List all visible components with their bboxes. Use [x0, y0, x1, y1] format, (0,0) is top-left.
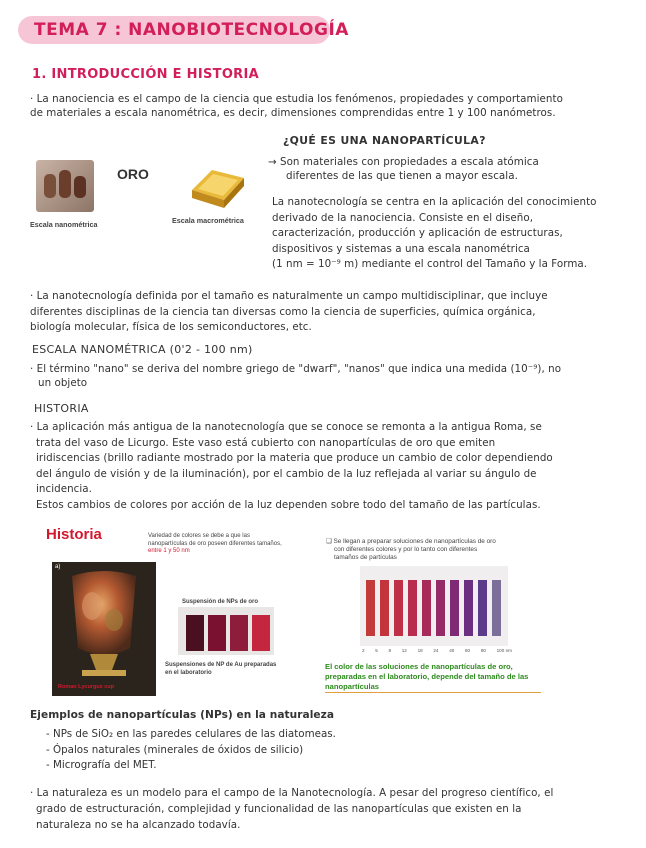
text-line: grado de estructuración, complejidad y funcionalidad de las nanopartículas que existen en la [36, 803, 522, 815]
closing-paragraph [30, 785, 553, 833]
multidisciplinary-paragraph [30, 289, 548, 336]
green-caption: El color de las soluciones de nanopartículas de oro, preparadas en el laboratorio, depende del tamaño de las nanopartículas [325, 662, 529, 691]
lycurgus-cup-image [52, 562, 156, 696]
scale-heading: ESCALA NANOMÉTRICA (0'2 - 100 nm) [32, 343, 253, 356]
text-line: derivado de la nanociencia. Consiste en el diseño, [272, 211, 534, 224]
text-line: incidencia. [36, 483, 92, 496]
text-line: diferentes disciplinas de la ciencia tan diversas como la ciencia de superficies, química orgánica, [30, 305, 536, 318]
nanotech-definition [272, 195, 597, 273]
nanoscale-gold-image [36, 160, 94, 212]
scale-paragraph [30, 362, 561, 390]
page-title: TEMA 7 : NANOBIOTECNOLOGÍA [34, 20, 349, 40]
gold-solutions-tubes-image [360, 566, 508, 646]
figure-label-macroscale: Escala macrométrica [172, 216, 244, 225]
panel-label: a) [55, 564, 61, 570]
text-line: un objeto [38, 377, 88, 389]
history-figure-title: Historia [46, 526, 102, 543]
text-line: diferentes de las que tienen a mayor escala. [286, 170, 518, 182]
text-line: La nanotecnología se centra en la aplicación del conocimiento [272, 196, 597, 208]
text-line: · La naturaleza es un modelo para el campo de la Nanotecnología. A pesar del progreso científico, el [30, 787, 554, 799]
right-caption: ❑ Se llegan a preparar soluciones de nanopartículas de oro con diferentes colores y por lo tanto con diferentes tamaños de partículas [326, 538, 496, 561]
cup-caption: Roman Lycurgus cup [58, 684, 115, 690]
history-heading: HISTORIA [34, 402, 89, 415]
text-line: Estos cambios de colores por acción de la luz dependen sobre todo del tamaño de las partículas. [36, 498, 541, 511]
text-line: iridiscencias (brillo radiante mostrado por la materia que produce un cambio de color dependiendo [36, 452, 553, 465]
text-line: naturaleza no se ha alcanzado todavía. [36, 819, 241, 831]
gold-bar-image [186, 160, 248, 210]
text-line: · La nanotecnología definida por el tamaño es naturalmente un campo multidisciplinar, que incluye [30, 290, 548, 302]
intro-paragraph [30, 92, 630, 120]
text-line: biología molecular, física de los semiconductores, etc. [30, 321, 312, 333]
caption-underline [325, 692, 541, 693]
text-line: · La nanociencia es el campo de la ciencia que estudia los fenómenos, propiedades y comportamiento [30, 93, 563, 105]
text-line: del ángulo de visión y de la iluminación), por el cambio de la luz reflejada al variar su ángulo de [36, 467, 537, 480]
text-line: de materiales a escala nanométrica, es decir, dimensiones comprendidas entre 1 y 100 nanómetros. [30, 107, 556, 119]
history-caption-top: Variedad de colores se debe a que las nanopartículas de oro poseen diferentes tamaños, entre 1 y 50 nm [148, 533, 282, 554]
suspension-caption: Suspensiones de NP de Au preparadas en el laboratorio [165, 662, 277, 676]
suspension-title: Suspensión de NPs de oro [182, 599, 259, 605]
tube-labels: 2 5 8 12 18 24 40 60 80 100 nm [362, 648, 512, 653]
nanoparticle-heading: ¿QUÉ ES UNA NANOPARTÍCULA? [283, 134, 486, 147]
examples-heading: Ejemplos de nanopartículas (NPs) en la naturaleza [30, 709, 335, 721]
list-item: - Ópalos naturales (minerales de óxidos de silicio) [46, 743, 304, 756]
list-item: - NPs de SiO₂ en las paredes celulares de las diatomeas. [46, 728, 336, 740]
history-paragraph [30, 420, 553, 514]
examples-list [46, 727, 336, 774]
text-line: dispositivos y sistemas a una escala nanométrica [272, 242, 530, 255]
text-line: · La aplicación más antigua de la nanotecnología que se conoce se remonta a la antigua Roma, se [30, 421, 542, 433]
text-line: · El término "nano" se deriva del nombre griego de "dwarf", "nanos" que indica una medida (10⁻⁹), no [30, 363, 562, 375]
text-line: caracterización, producción y aplicación de estructuras, [272, 227, 563, 239]
text-line: → Son materiales con propiedades a escala atómica [268, 156, 539, 168]
nanoparticle-definition [268, 155, 539, 183]
figure-label-gold: ORO [117, 166, 149, 182]
figure-label-nanoscale: Escala nanométrica [30, 220, 98, 229]
suspension-vials-image [178, 607, 274, 655]
text-line: (1 nm = 10⁻⁹ m) mediante el control del Tamaño y la Forma. [272, 258, 588, 270]
list-item: - Micrografía del MET. [46, 759, 157, 771]
text-line: trata del vaso de Licurgo. Este vaso está cubierto con nanopartículas de oro que emiten [36, 436, 496, 449]
section-heading: 1. INTRODUCCIÓN E HISTORIA [32, 67, 259, 82]
